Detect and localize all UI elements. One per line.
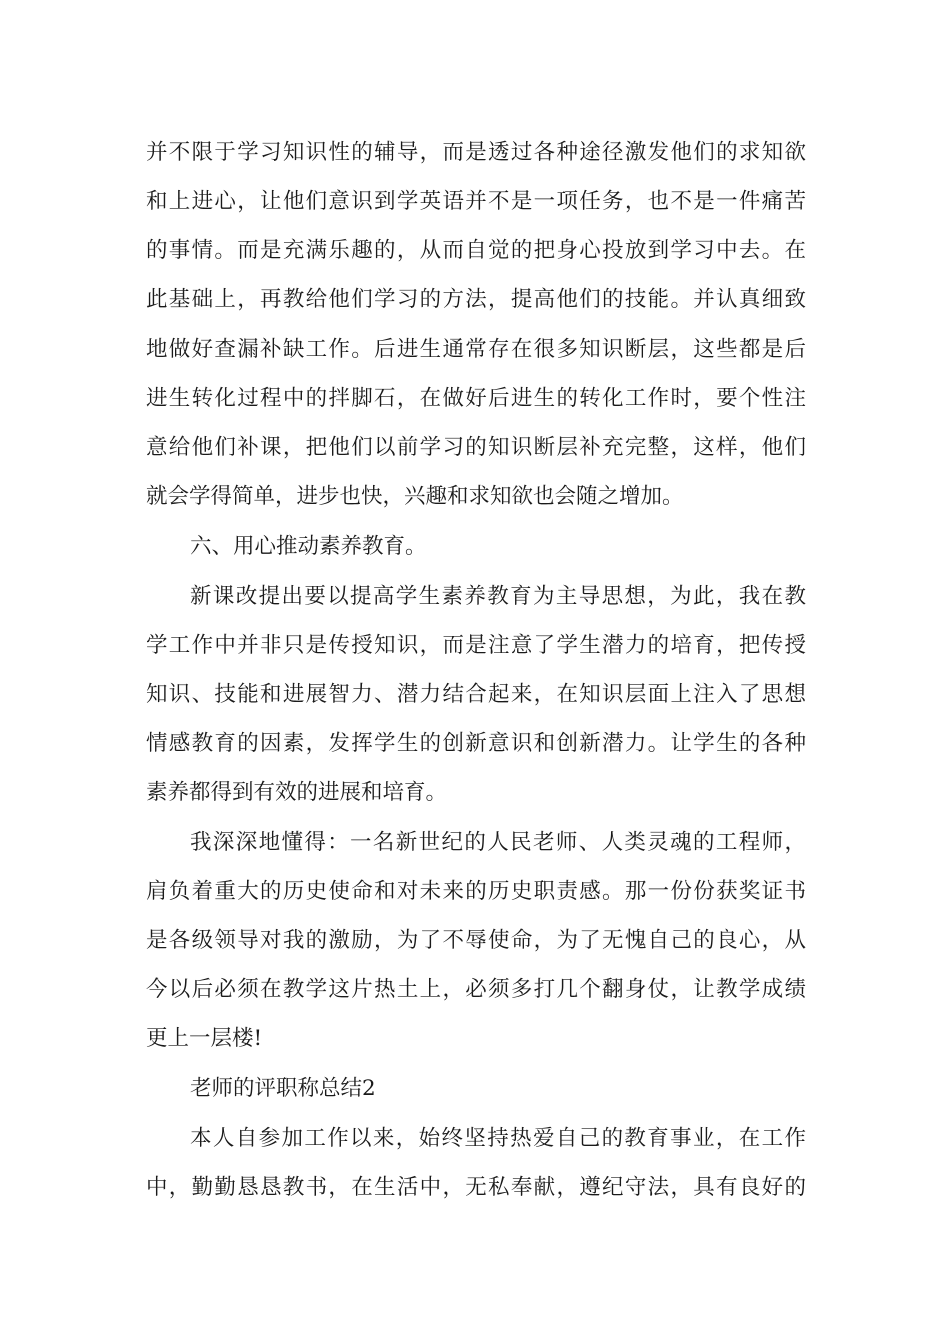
paragraph-line: 本人自参加工作以来，始终坚持热爱自己的教育事业，在工作	[190, 1126, 806, 1151]
paragraph-line: 进生转化过程中的拌脚石，在做好后进生的转化工作时，要个性注	[146, 386, 806, 411]
paragraph-line: 新课改提出要以提高学生素养教育为主导思想，为此，我在教	[190, 584, 806, 609]
paragraph-line: 学工作中并非只是传授知识，而是注意了学生潜力的培育，把传授	[146, 633, 806, 658]
paragraph-line: 肩负着重大的历史使命和对未来的历史职责感。那一份份获奖证书	[146, 879, 806, 904]
paragraph-line: 是各级领导对我的激励，为了不辱使命，为了无愧自己的良心，从	[146, 928, 806, 953]
paragraph-line: 就会学得简单，进步也快，兴趣和求知欲也会随之增加。	[146, 484, 684, 509]
paragraph-line: 中，勤勤恳恳教书，在生活中，无私奉献，遵纪守法，具有良好的	[146, 1175, 806, 1200]
paragraph-line: 此基础上，再教给他们学习的方法，提高他们的技能。并认真细致	[146, 287, 806, 312]
paragraph-line: 地做好查漏补缺工作。后进生通常存在很多知识断层，这些都是后	[146, 337, 806, 362]
paragraph-line: 情感教育的因素，发挥学生的创新意识和创新潜力。让学生的各种	[146, 731, 806, 756]
section-title: 老师的评职称总结2	[190, 1076, 376, 1101]
paragraph-line: 意给他们补课，把他们以前学习的知识断层补充完整，这样，他们	[146, 435, 806, 460]
paragraph-line: 知识、技能和进展智力、潜力结合起来，在知识层面上注入了思想	[146, 682, 806, 707]
section-heading: 六、用心推动素养教育。	[190, 534, 427, 559]
paragraph-line: 今以后必须在教学这片热土上，必须多打几个翻身仗，让教学成绩	[146, 977, 806, 1002]
paragraph-line: 的事情。而是充满乐趣的，从而自觉的把身心投放到学习中去。在	[146, 238, 806, 263]
paragraph-line: 和上进心，让他们意识到学英语并不是一项任务，也不是一件痛苦	[146, 189, 806, 214]
paragraph-line: 更上一层楼!	[146, 1026, 263, 1051]
paragraph-line: 我深深地懂得：一名新世纪的人民老师、人类灵魂的工程师，	[190, 830, 806, 855]
paragraph-line: 并不限于学习知识性的辅导，而是透过各种途径激发他们的求知欲	[146, 140, 806, 165]
paragraph-line: 素养都得到有效的进展和培育。	[146, 780, 448, 805]
